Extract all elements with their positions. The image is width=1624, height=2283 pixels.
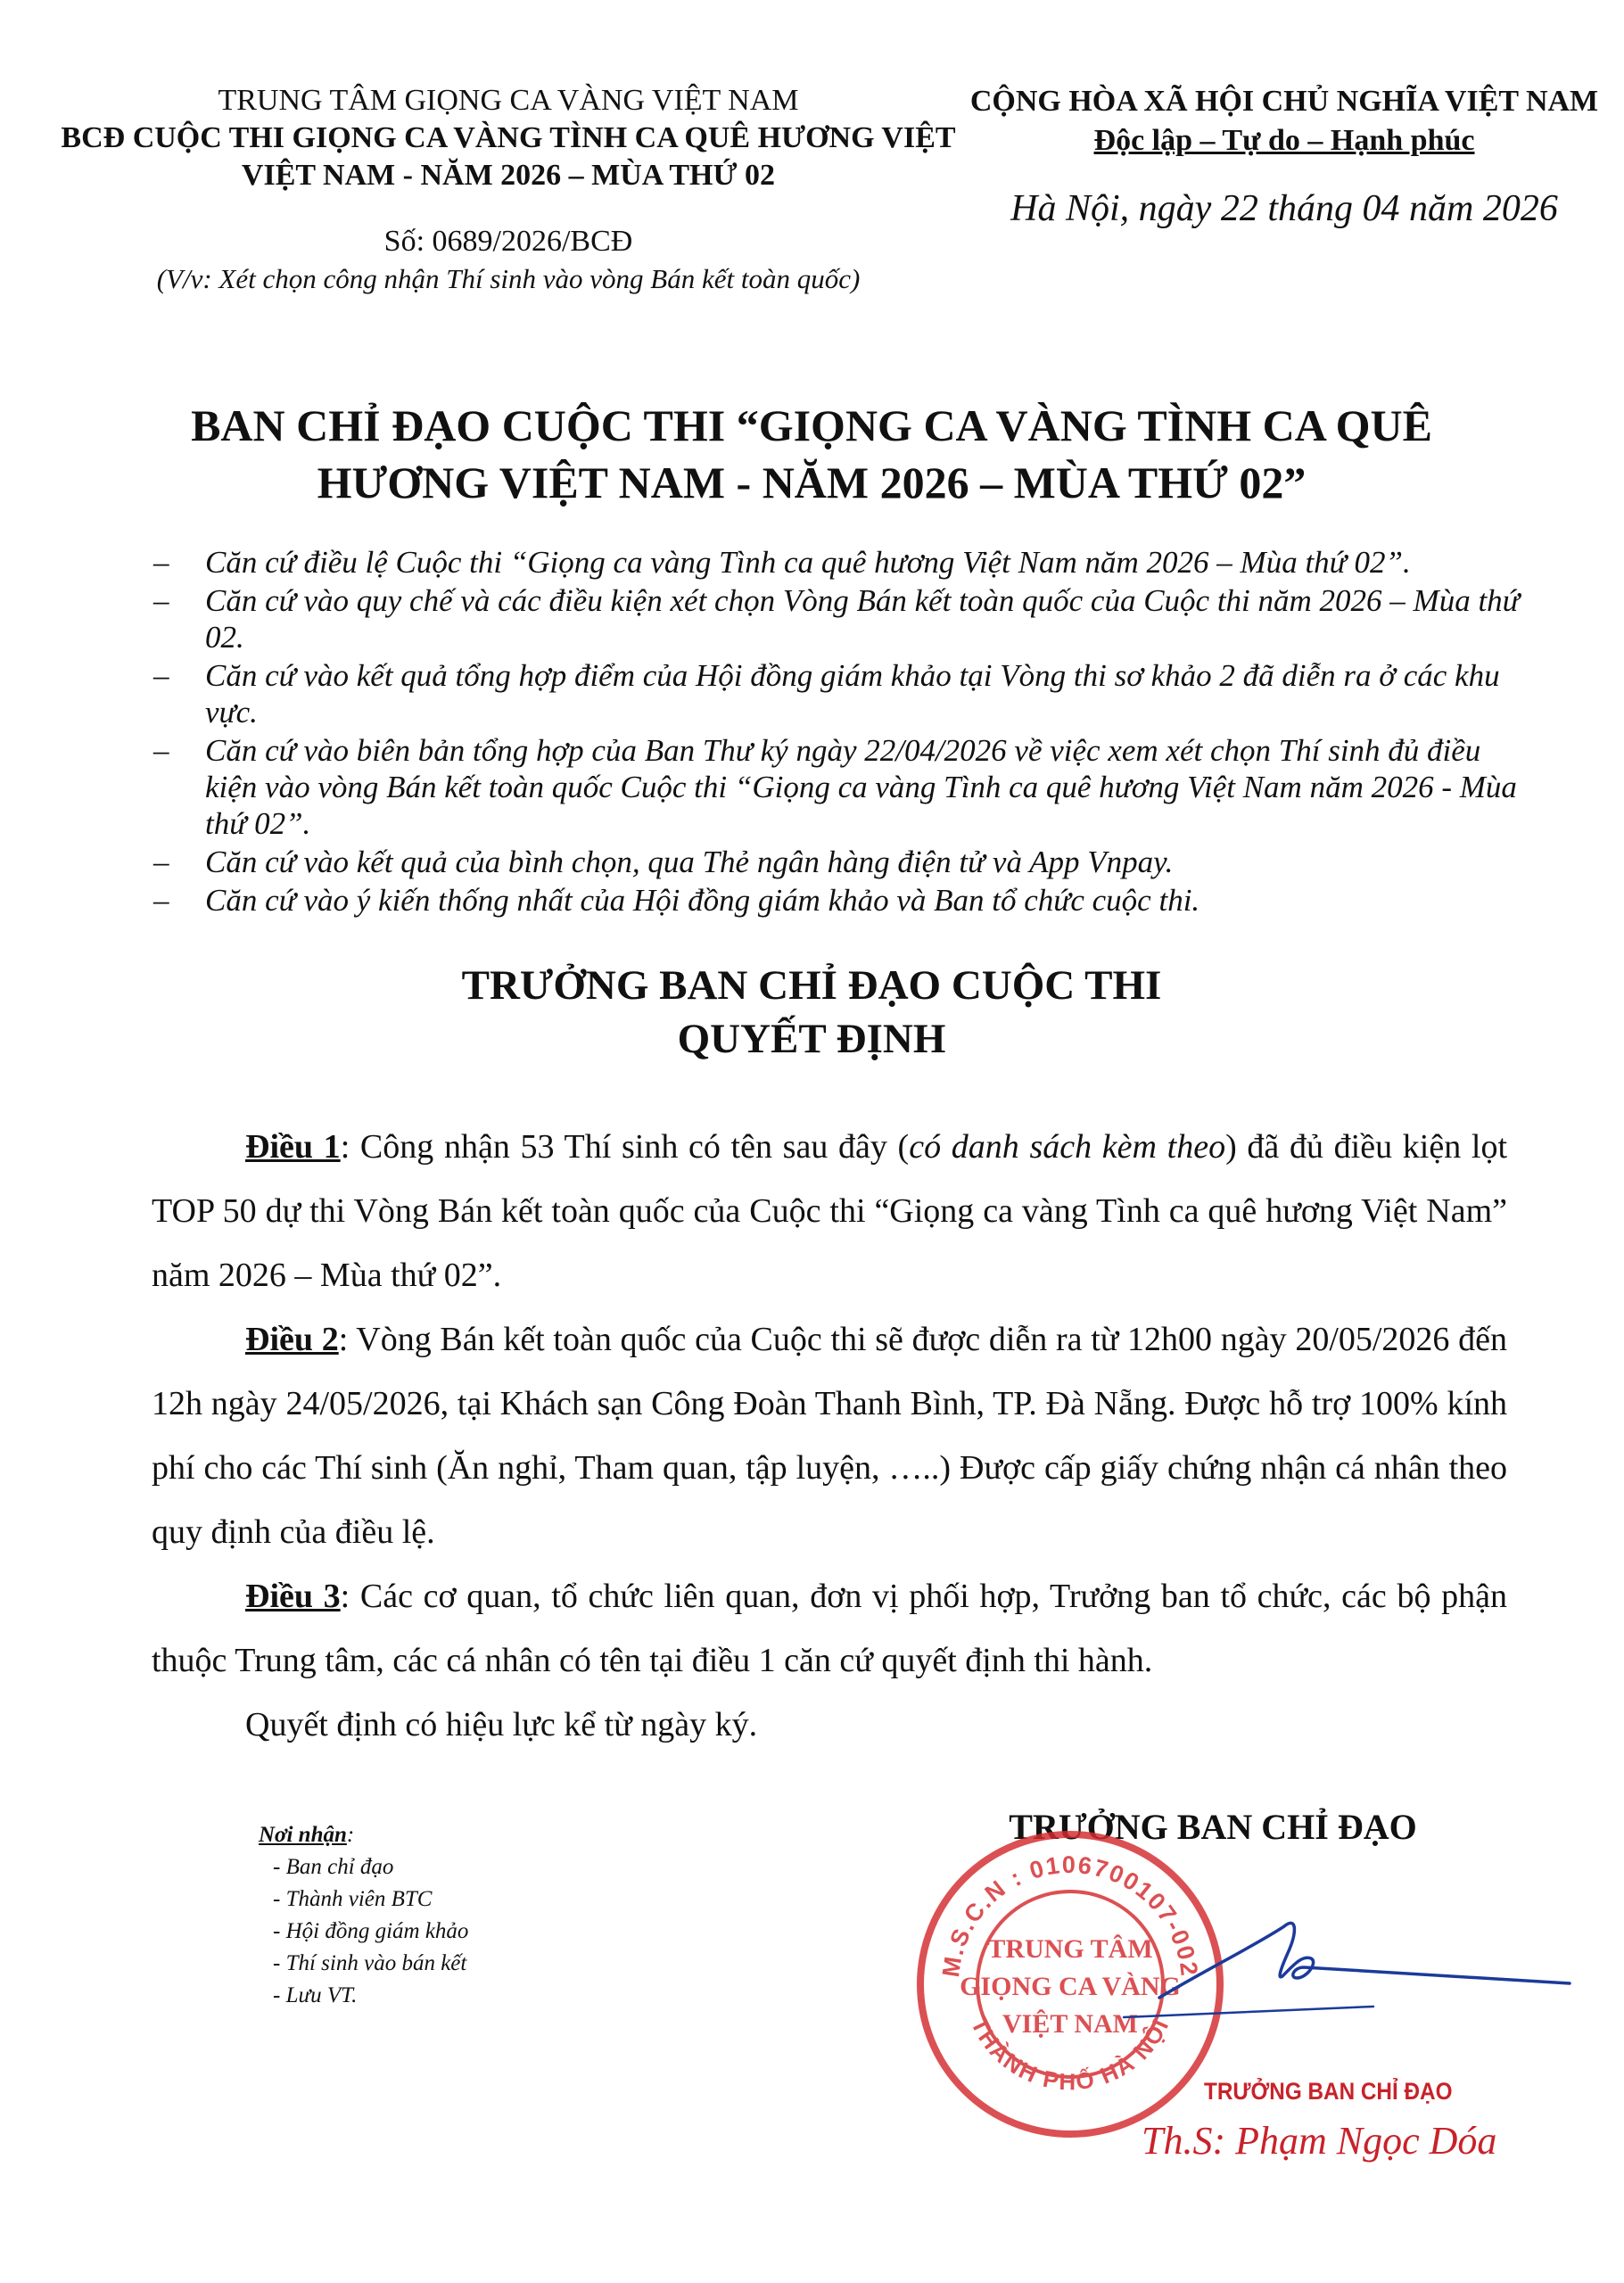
article-2-text: : Vòng Bán kết toàn quốc của Cuộc thi sẽ được diễn ra từ 12h00 ngày 20/05/2026 đến 12h ngày 24/05/2026, tại Khách sạn Công Đoàn Thanh Bình, TP. Đà Nẵng. Được hỗ trợ 100% kính phí cho các Thí sinh (Ăn nghỉ, Tham quan, tập luyện, …..) Được cấp giấy chứng nhận cá nhân theo quy định của điều lệ. [152, 1321, 1507, 1551]
decision-word: QUYẾT ĐỊNH [677, 1016, 946, 1062]
legal-basis-item: – Căn cứ điều lệ Cuộc thi “Giọng ca vàng Tình ca quê hương Việt Nam năm 2026 – Mùa thứ 02”. [205, 544, 1525, 581]
legal-basis-item: – Căn cứ vào quy chế và các điều kiện xét chọn Vòng Bán kết toàn quốc của Cuộc thi năm 2026 – Mùa thứ 02. [205, 582, 1525, 655]
document-date: Hà Nội, ngày 22 tháng 04 năm 2026 [1010, 188, 1558, 229]
reference-block [36, 223, 981, 298]
subject-line: (V/v: Xét chọn công nhận Thí sinh vào vòng Bán kết toàn quốc) [156, 263, 861, 294]
issuer-line-3: VIỆT NAM - NĂM 2026 – MÙA THỨ 02 [241, 159, 776, 192]
recipient-item: - Thành viên BTC [273, 1887, 433, 1911]
signatory-role-stamp: TRƯỞNG BAN CHỈ ĐẠO [1204, 2078, 1453, 2105]
decision-heading [89, 959, 1534, 1066]
legal-basis-item: – Căn cứ vào kết quả của bình chọn, qua Thẻ ngân hàng điện tử và App Vnpay. [205, 844, 1525, 880]
recipient-item: - Ban chỉ đạo [273, 1855, 394, 1879]
article-1-text-post: ) đã đủ điều kiện lọt TOP 50 dự thi Vòng Bán kết toàn quốc của Cuộc thi “Giọng ca vàng Tình ca quê hương Việt Nam” năm 2026 – Mùa thứ 02”. [152, 1128, 1508, 1294]
recipient-item: - Hội đồng giám khảo [273, 1919, 469, 1943]
issuer-line-2: BCĐ CUỘC THI GIỌNG CA VÀNG TÌNH CA QUÊ HƯƠNG VIỆT [61, 121, 956, 154]
signature-stroke [1159, 1923, 1570, 1998]
legal-basis-item: – Căn cứ vào kết quả tổng hợp điểm của Hội đồng giám khảo tại Vòng thi sơ khảo 2 đã diễn ra ở các khu vực. [205, 657, 1525, 730]
issuer-header [36, 82, 981, 194]
reference-number: Số: 0689/2026/BCĐ [383, 225, 633, 258]
national-motto: Độc lập – Tự do – Hạnh phúc [1093, 124, 1475, 157]
recipients-heading [259, 1819, 705, 1851]
article-2 [152, 1307, 1507, 1564]
legal-bases-list [205, 544, 1525, 920]
decision-authority: TRƯỞNG BAN CHỈ ĐẠO CUỘC THI [461, 962, 1162, 1009]
handwritten-signature [1106, 1891, 1605, 2033]
article-3-label: Điều 3 [245, 1578, 341, 1615]
effective-clause: Quyết định có hiệu lực kể từ ngày ký. [245, 1706, 758, 1743]
article-1-text-pre: : Công nhận 53 Thí sinh có tên sau đây ( [340, 1128, 910, 1166]
recipient-item: - Thí sinh vào bán kết [273, 1951, 467, 1975]
issuer-line-1: TRUNG TÂM GIỌNG CA VÀNG VIỆT NAM [218, 84, 799, 117]
title-line-1: BAN CHỈ ĐẠO CUỘC THI “GIỌNG CA VÀNG TÌNH CA QUÊ [191, 400, 1432, 450]
recipient-item: - Lưu VT. [273, 1983, 358, 2007]
articles [152, 1115, 1507, 1757]
stamp-line-1: TRUNG TÂM [987, 1934, 1153, 1964]
title-line-2: HƯƠNG VIỆT NAM - NĂM 2026 – MÙA THỨ 02” [317, 457, 1307, 507]
legal-basis-item: – Căn cứ vào biên bản tổng hợp của Ban Thư ký ngày 22/04/2026 về việc xem xét chọn Thí sinh đủ điều kiện vào vòng Bán kết toàn quốc Cuộc thi “Giọng ca vàng Tình ca quê hương Việt Nam năm 2026 - Mùa thứ 02”. [205, 732, 1525, 842]
article-3-text: : Các cơ quan, tổ chức liên quan, đơn vị phối hợp, Trưởng ban tổ chức, các bộ phận thuộc Trung tâm, các cá nhân có tên tại điều 1 căn cứ quyết định thi hành. [152, 1578, 1507, 1679]
national-header [963, 82, 1605, 161]
stamp-city-text: THÀNH PHỐ HÀ NỘI [965, 2013, 1175, 2096]
legal-basis-item: – Căn cứ vào ý kiến thống nhất của Hội đồng giám khảo và Ban tổ chức cuộc thi. [205, 882, 1525, 919]
article-3 [152, 1564, 1507, 1693]
article-1-label: Điều 1 [245, 1128, 341, 1166]
stamp-registration-text: M.S.C.N : 0106700107-002 [936, 1850, 1203, 1979]
document-title [89, 397, 1534, 511]
signature-underline [1124, 2007, 1373, 2017]
stamp-line-3: VIỆT NAM [1002, 2009, 1138, 2039]
signatory-name: Th.S: Phạm Ngọc Dóa [1142, 2119, 1497, 2163]
stamp-line-2: GIỌNG CA VÀNG [960, 1972, 1181, 2001]
country-name: CỘNG HÒA XÃ HỘI CHỦ NGHĨA VIỆT NAM [969, 85, 1599, 118]
recipients-list [259, 1851, 705, 2012]
article-2-label: Điều 2 [245, 1321, 339, 1358]
recipients-heading-text: Nơi nhận [259, 1823, 347, 1847]
article-1-attachment-note: có danh sách kèm theo [909, 1128, 1226, 1166]
signatory-title: TRƯỞNG BAN CHỈ ĐẠO [1009, 1807, 1417, 1847]
recipients-block [259, 1819, 705, 2012]
recipients-heading-colon: : [346, 1823, 355, 1847]
article-1 [152, 1115, 1507, 1307]
